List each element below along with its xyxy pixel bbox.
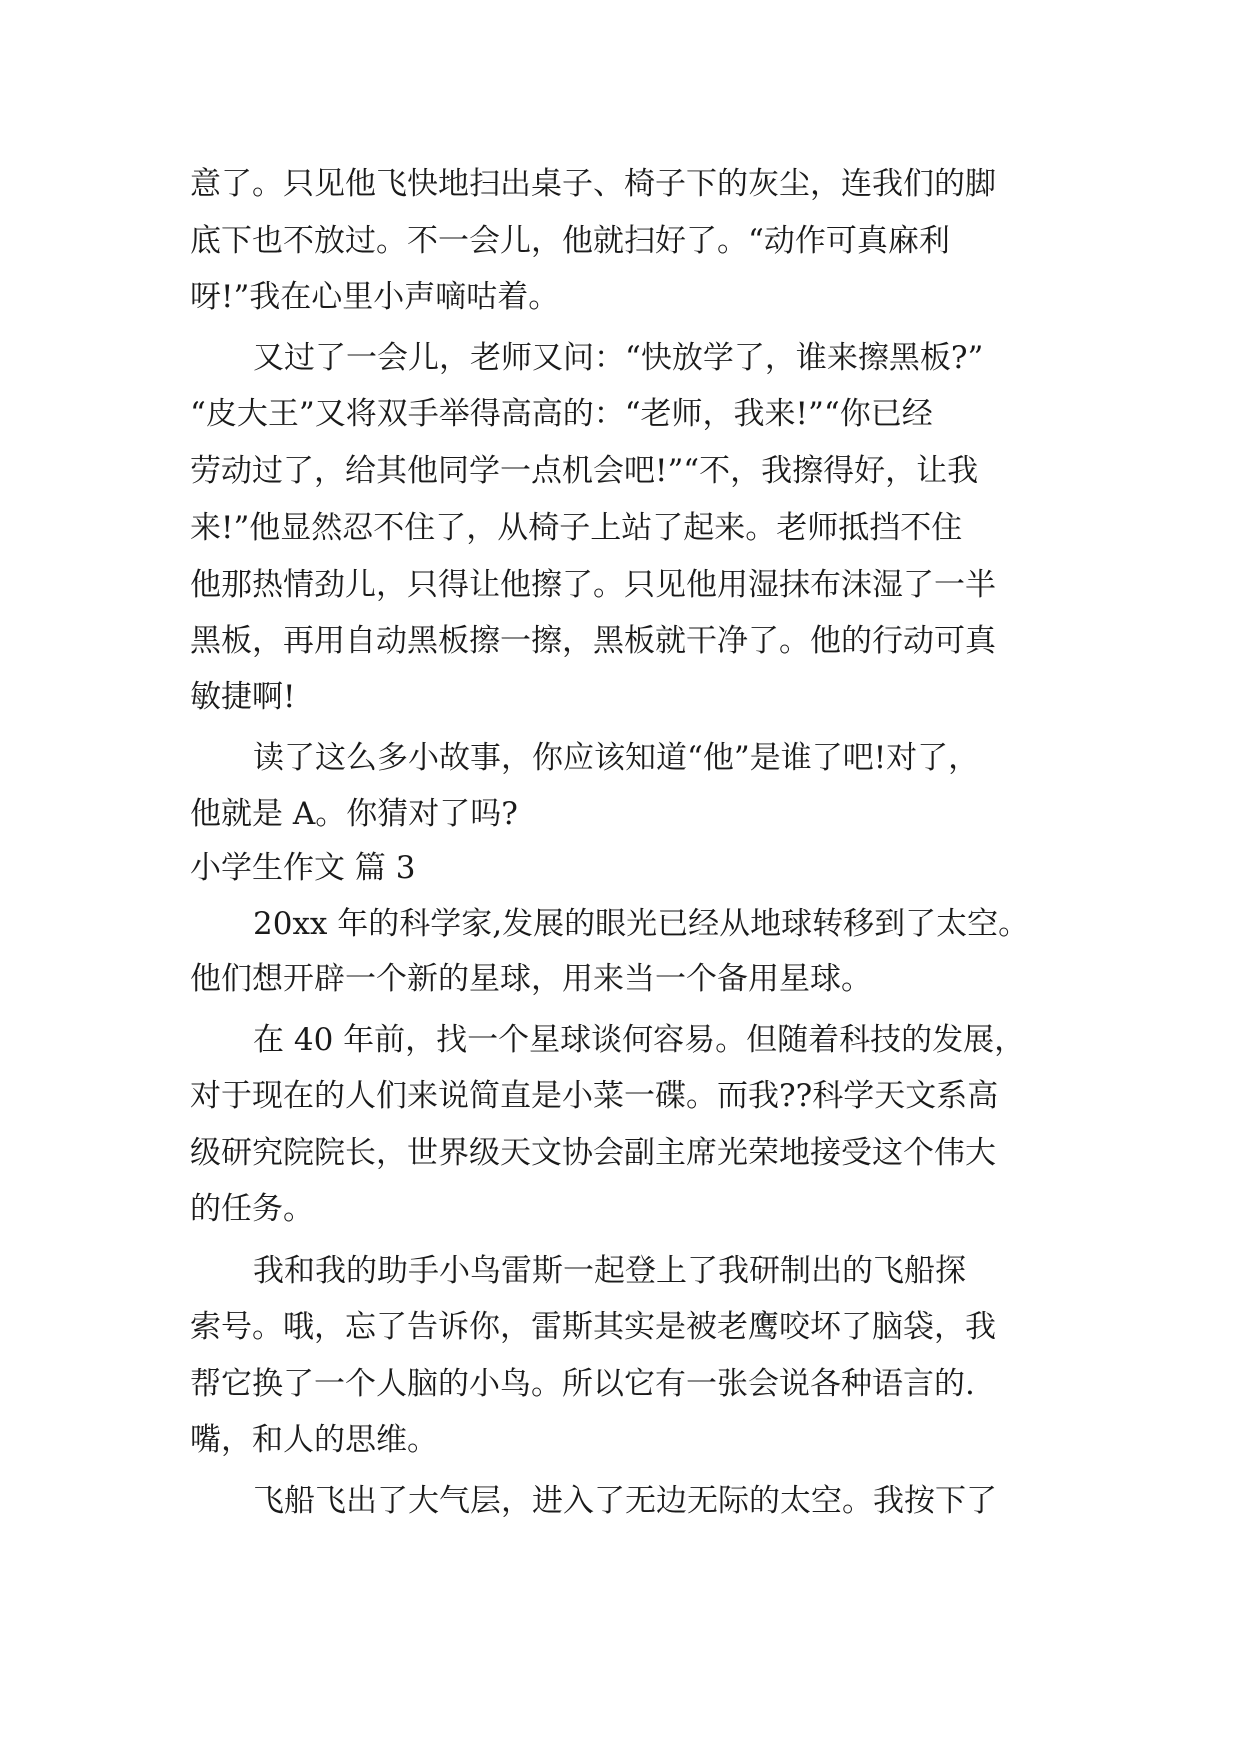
section-heading: 小学生作文 篇 3 — [190, 850, 416, 886]
text-line: 帮它换了一个人脑的小鸟。所以它有一张会说各种语言的. — [190, 1366, 975, 1402]
paragraph-start: 飞船飞出了大气层，进入了无边无际的太空。我按下了 — [253, 1483, 997, 1519]
text-line: 他那热情劲儿，只得让他擦了。只见他用湿抹布沫湿了一半 — [190, 567, 996, 603]
text-line: “皮大王”又将双手举得高高的：“老师，我来!”“你已经 — [190, 396, 933, 432]
paragraph-start: 在 40 年前，找一个星球谈何容易。但随着科技的发展， — [253, 1022, 1026, 1058]
paragraph-start: 我和我的助手小鸟雷斯一起登上了我研制出的飞船探 — [253, 1253, 966, 1289]
text-line: 敏捷啊! — [190, 679, 296, 715]
text-line: 来!”他显然忍不住了，从椅子上站了起来。老师抵挡不住 — [190, 510, 963, 546]
text-line: 嘴，和人的思维。 — [190, 1422, 438, 1458]
text-line: 索号。哦，忘了告诉你，雷斯其实是被老鹰咬坏了脑袋，我 — [190, 1309, 996, 1345]
text-line: 级研究院院长，世界级天文协会副主席光荣地接受这个伟大 — [190, 1135, 996, 1171]
text-line: 劳动过了，给其他同学一点机会吧!”“不，我擦得好，让我 — [190, 453, 979, 489]
paragraph-start: 20xx 年的科学家,发展的眼光已经从地球转移到了太空。 — [253, 906, 1030, 942]
paragraph-start: 读了这么多小故事，你应该知道“他”是谁了吧!对了， — [253, 740, 980, 776]
text-line: 意了。只见他飞快地扫出桌子、椅子下的灰尘，连我们的脚 — [190, 166, 996, 202]
text-line: 他们想开辟一个新的星球，用来当一个备用星球。 — [190, 961, 872, 997]
text-line: 对于现在的人们来说简直是小菜一碟。而我??科学天文系高 — [190, 1078, 999, 1114]
text-line: 他就是 A。你猜对了吗? — [190, 796, 518, 832]
text-line: 的任务。 — [190, 1191, 314, 1227]
text-line: 底下也不放过。不一会儿，他就扫好了。“动作可真麻利 — [190, 223, 950, 259]
text-line: 呀!”我在心里小声嘀咕着。 — [190, 279, 560, 315]
paragraph-start: 又过了一会儿，老师又问：“快放学了，谁来擦黑板?” — [253, 340, 984, 376]
text-line: 黑板，再用自动黑板擦一擦，黑板就干净了。他的行动可真 — [190, 623, 996, 659]
